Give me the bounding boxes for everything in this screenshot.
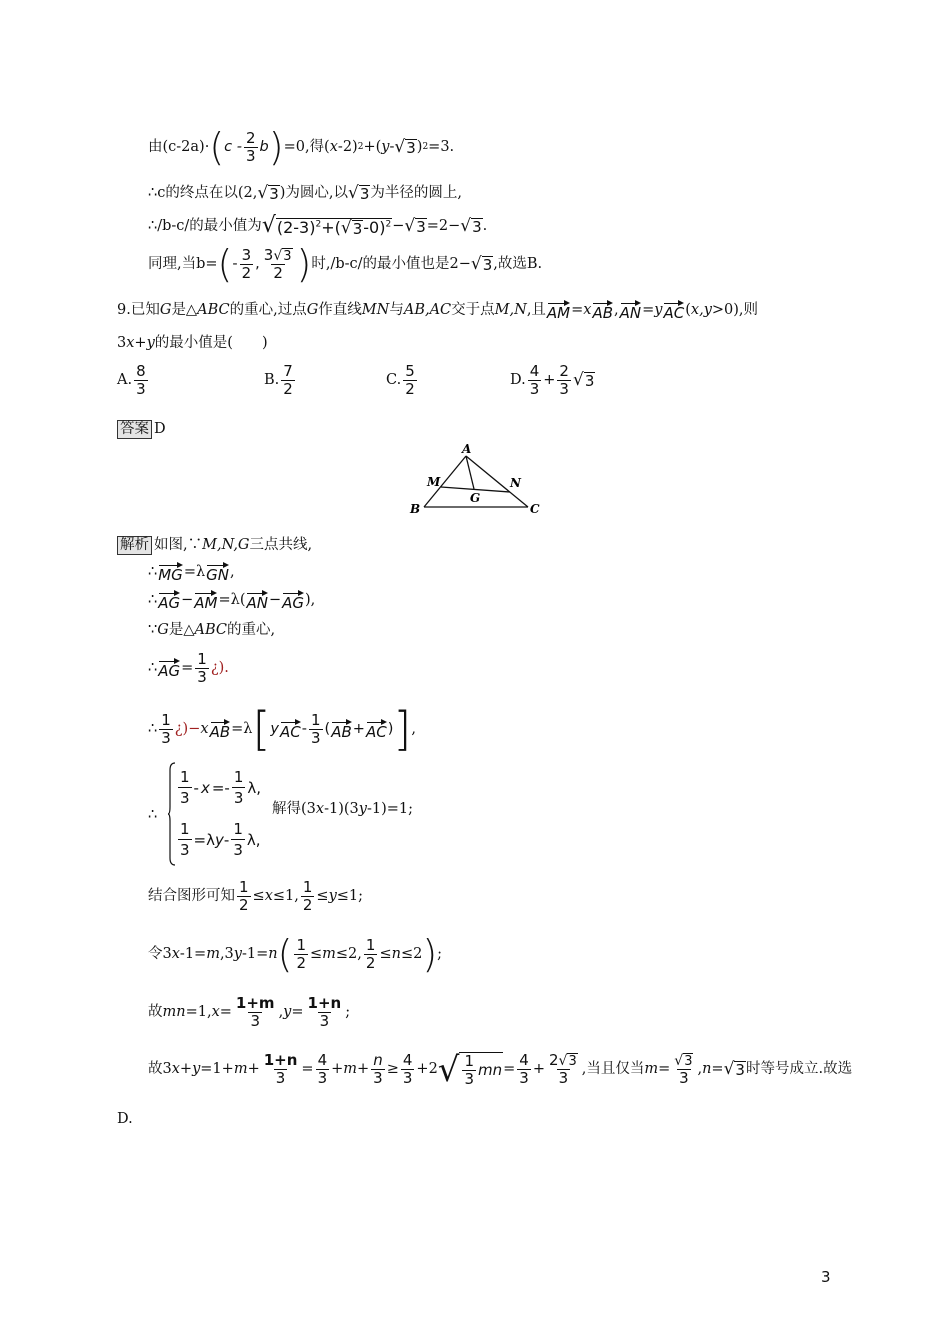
solution-line-3: ∴/b-c/的最小值为 √ $(2-3)^2+$( √ 3 -0)$^2$ − √ 3 =2− √ 3 .	[148, 213, 488, 238]
equation-system	[168, 762, 288, 866]
solution-header: 解析 如图,∵ M,N,G 三点共线,	[117, 536, 312, 555]
sol-line-6: ∴ 1 3 ¿)− x AB =λ [ y AC - 1 3 ( AB + AC ) ] ,	[148, 702, 416, 756]
answer-tag: 答案	[117, 420, 152, 439]
solution-line-2: ∴c的终点在以(2, √ 3 )为圆心,以 √ 3 为半径的圆上,	[148, 183, 463, 203]
page-number: 3	[821, 1268, 831, 1286]
sol-line-11: 故3 x + y =1+ m + $\frac{1+n}{3}$ = $\frac{4}{3}$ + m + $\frac{n}{3}$ ≥ $\frac{4}{3}$ +2 √ 1 3 mn = $\frac{4}{3}$ + 2 √ 3 3 ,当且仅当 m = √ 3 3 , n = √ 3 时等号成立.故选	[148, 1050, 853, 1090]
solution-line-4: 同理,当b= ( - 3 2 , 3 √ 3 2 ) 时,/b-c/的最小值也是2− √ 3 ,故选B.	[148, 242, 543, 286]
choice-a: A. 8 3	[117, 362, 146, 398]
question-9: 9.已知 G 是△ ABC 的重心,过点 G 作直线 MN 与 AB,AC 交于点 M,N ,且 AM = x AB , AN = y AC ( x,y >0),则	[117, 300, 758, 321]
label-g: G	[470, 491, 481, 505]
sol-line-3: ∴ AG − AM =λ( AN − AG ),	[148, 590, 315, 611]
brace-icon	[168, 762, 176, 866]
sol-line-9: 令3 x -1= m ,3 y -1= n ( $\frac{1}{2}$ ≤ m ≤2, $\frac{1}{2}$ ≤ n ≤2 ) ;	[148, 932, 443, 976]
solution-tag: 解析	[117, 536, 152, 555]
question-9-line-2: 3 x + y 的最小值是( )	[117, 335, 268, 351]
label-m: M	[427, 475, 441, 489]
solve-result: 解得(3 x -1)(3 y -1)=1;	[272, 801, 413, 817]
system-row-1: 1 3 - x =- 1 3 λ,	[180, 768, 262, 807]
sol-line-10: 故 mn =1, x = $\frac{1+m}{3}$ , y = $\frac{1+n}{3}$ ;	[148, 994, 351, 1030]
label-c: C	[530, 502, 540, 516]
label-n: N	[510, 476, 521, 490]
sol-therefore-system: ∴	[148, 807, 158, 823]
choice-b: B. 7 2	[264, 362, 293, 398]
solution-line-1: 由(c-2a)· ( c - 2 3 b ) =0,得( x -2) 2 +( y - √ 3 ) 2 =3.	[148, 125, 455, 169]
sol-line-8: 结合图形可知 $\frac{1}{2}$ ≤ x ≤1, $\frac{1}{2}$ ≤ y ≤1;	[148, 878, 364, 914]
sqrt-3: √ 3	[394, 136, 416, 157]
label-a: A	[462, 442, 472, 456]
choice-d: D. 4 3 + $\frac{2}{3}$ √ 3	[510, 362, 595, 398]
answer-line	[117, 420, 166, 439]
sol-line-12: D.	[117, 1111, 133, 1127]
system-row-2: $\frac{1}{3}$ =λ y - 1 3 λ,	[180, 820, 261, 859]
choice-c: C. 5 2	[386, 362, 415, 398]
sol-line-2: ∴ MG =λ GN ,	[148, 562, 235, 583]
triangle-figure	[400, 440, 550, 520]
sqrt-distance: √ $(2-3)^2+$( √ 3 -0)$^2$	[261, 213, 392, 238]
answer-value: D	[154, 421, 166, 437]
label-b: B	[410, 502, 421, 516]
sol-line-4: ∵ G 是△ ABC 的重心,	[148, 622, 276, 638]
sol-line-5: ∴ AG = $\frac{1}{3}$ ¿).	[148, 650, 229, 686]
fraction-2-3: 2 3	[245, 128, 256, 165]
